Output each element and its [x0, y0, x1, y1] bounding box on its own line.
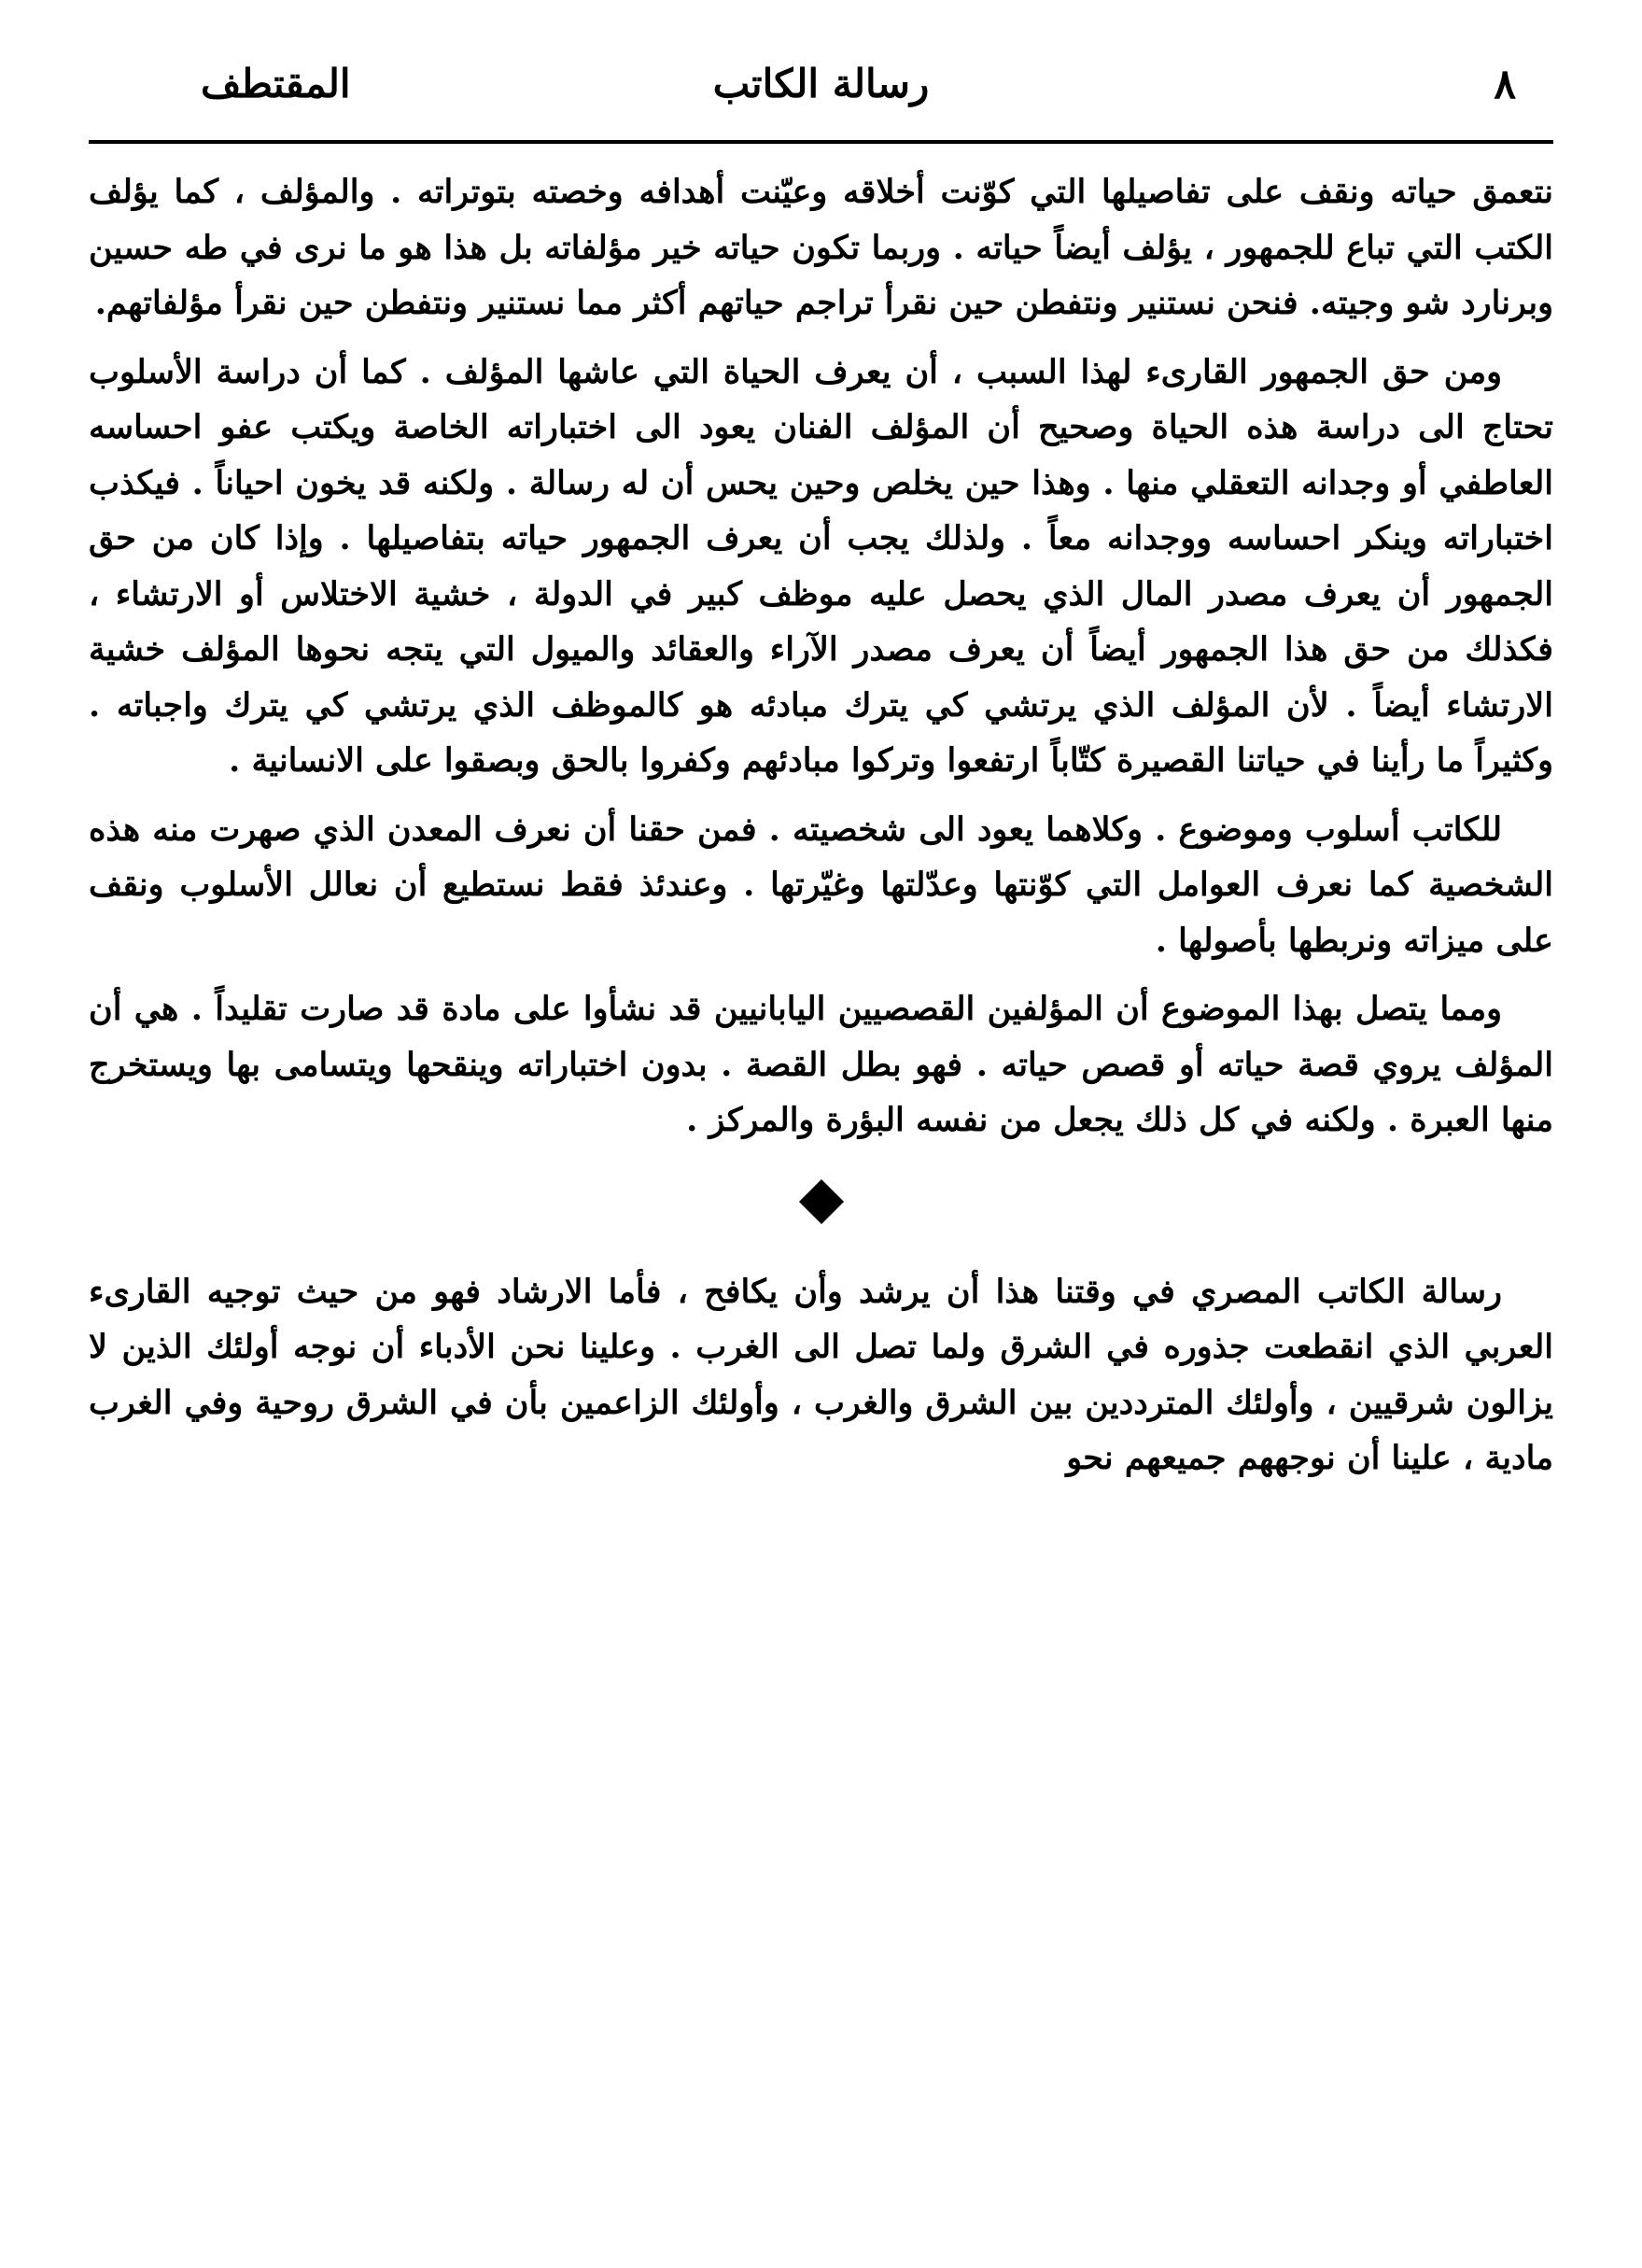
page-header: [89, 51, 1553, 140]
paragraph-5: رسالة الكاتب المصري في وقتنا هذا أن يرشد وأن يكافح ، فأما الارشاد فهو من حيث توجيه القارىء العربي الذي انقطعت جذوره في الشرق ولما تصل الى الغرب . وعلينا نحن الأدباء أن نوجه أولئك الذين لا يزالون شرقيين ، وأولئك المترددين بين الشرق والغرب ، وأولئك الزاعمين بأن في الشرق روحية وفي الغرب مادية ، علينا أن نوجههم جميعهم نحو: [89, 1272, 1553, 1477]
diamond-ornament-icon: [798, 1178, 843, 1223]
page-number: ٨: [1494, 61, 1516, 108]
paragraph-1: نتعمق حياته ونقف على تفاصيلها التي كوّنت أخلاقه وعيّنت أهدافه وخصته بتوتراته . والمؤلف ، كما يؤلف الكتب التي تباع للجمهور ، يؤلف أيضاً حياته . وربما تكون حياته خير مؤلفاته بل هذا هو ما نرى في طه حسين وبرنارد شو وجيته. فنحن نستنير ونتفطن حين نقرأ تراجم حياتهم أكثر مما نستنير ونتفطن حين نقرأ مؤلفاتهم.: [89, 173, 1553, 322]
journal-name: المقتطف: [201, 61, 351, 106]
paragraph-2: ومن حق الجمهور القارىء لهذا السبب ، أن يعرف الحياة التي عاشها المؤلف . كما أن دراسة الأسلوب تحتاج الى دراسة هذه الحياة وصحيح أن المؤلف الفنان يعود الى اختباراته الخاصة ويكتب عفو احساسه العاطفي أو وجدانه التعقلي منها . وهذا حين يخلص وحين يحس أن له رسالة . ولكنه قد يخون احياناً . فيكذب اختباراته وينكر احساسه ووجدانه معاً . ولذلك يجب أن يعرف الجمهور حياته بتفاصيلها . وإذا كان من حق الجمهور أن يعرف مصدر المال الذي يحصل عليه موظف كبير في الدولة ، خشية الاختلاس أو الارتشاء ، فكذلك من حق هذا الجمهور أيضاً أن يعرف مصدر الآراء والعقائد والميول التي يتجه نحوها المؤلف خشية الارتشاء أيضاً . لأن المؤلف الذي يرتشي كي يترك مبادئه هو كالموظف الذي يرتشي كي يترك واجباته . وكثيراً ما رأينا في حياتنا القصيرة كتّاباً ارتفعوا وتركوا مبادئهم وكفروا بالحق وبصقوا على الانسانية .: [89, 352, 1553, 780]
section-separator: [89, 1186, 1553, 1218]
header-rule: [89, 140, 1553, 144]
article-body: [89, 164, 1553, 1486]
paragraph-3: للكاتب أسلوب وموضوع . وكلاهما يعود الى شخصيته . فمن حقنا أن نعرف المعدن الذي صهرت منه هذه الشخصية كما نعرف العوامل التي كوّنتها وعدّلتها وغيّرتها . وعندئذ فقط نستطيع أن نعالل الأسلوب ونقف على ميزاته ونربطها بأصولها .: [89, 810, 1553, 960]
running-title: رسالة الكاتب: [712, 61, 930, 106]
paragraph-4: ومما يتصل بهذا الموضوع أن المؤلفين القصصيين اليابانيين قد نشأوا على مادة قد صارت تقليداً . هي أن المؤلف يروي قصة حياته أو قصص حياته . فهو بطل القصة . بدون اختباراته وينقحها ويتسامى بها ويستخرج منها العبرة . ولكنه في كل ذلك يجعل من نفسه البؤرة والمركز .: [89, 990, 1554, 1139]
